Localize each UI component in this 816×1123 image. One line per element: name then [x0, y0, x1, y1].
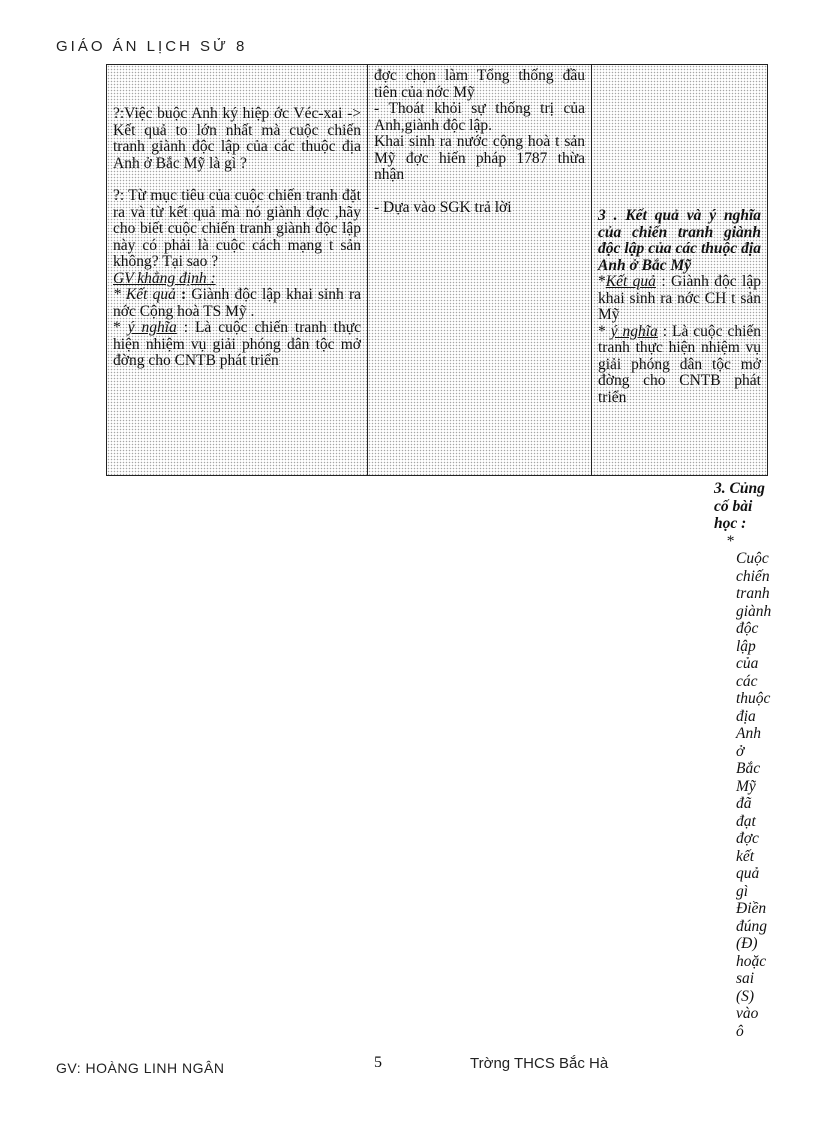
- content-meaning-bullet: *: [598, 322, 611, 340]
- answer-line-2: - Thoát khỏi sự thống trị của Anh,giành độc lập.: [374, 100, 585, 134]
- content-result: [598, 274, 761, 324]
- consolidation-bullet: *: [726, 532, 734, 550]
- student-activity-column: [368, 65, 592, 475]
- result-text: Giành độc lập khai sinh ra nớc Cộng hoà TS Mỹ .: [113, 286, 362, 320]
- content-result-label: Kết quả: [605, 273, 656, 290]
- meaning-paragraph: [113, 320, 361, 370]
- result-bullet: *: [113, 286, 126, 303]
- footer-teacher: GV: HOÀNG LINH NGÂN: [56, 1060, 225, 1076]
- meaning-bullet: *: [113, 319, 128, 336]
- meaning-text: : Là cuộc chiến tranh thực hiện nhiệm vụ giải phóng dân tộc mở đờng cho CNTB phát triển: [113, 319, 362, 369]
- result-label: Kết quả: [125, 286, 176, 303]
- content-column: [592, 65, 767, 475]
- gv-conclusion-text: GV khẳng định :: [113, 269, 216, 287]
- question-2: ?: Từ mục tiêu của cuộc chiến tranh đặt ra và từ kết quả mà nó giành đợc ,hãy cho biết cuộc chiến tranh giành độc lập này có phải là cuộc cách mạng t sản không? Tại sao ?: [113, 187, 361, 270]
- section-heading: 3 . Kết quả và ý nghĩa của chiến tranh giành độc lập của các thuộc địa Anh ở Bắc Mỹ: [598, 207, 761, 274]
- page-header-title: GIÁO ÁN LỊCH SỬ 8: [56, 38, 248, 54]
- gv-conclusion-label: [113, 271, 361, 288]
- answer-line-1: đợc chọn làm Tổng thống đầu tiên của nớc Mỹ: [374, 67, 585, 101]
- result-paragraph: [113, 287, 361, 320]
- consolidation-heading: 3. Củng cố bài học :: [714, 480, 765, 532]
- footer-page-number: 5: [374, 1054, 382, 1071]
- content-meaning: [598, 324, 761, 407]
- question-1: ?:Việc buộc Anh ký hiệp ớc Véc-xai -> Kết quả to lớn nhất mà cuộc chiến tranh giành độc lập của các thuộc địa Anh ở Bắc Mỹ là gì ?: [113, 105, 361, 172]
- consolidation-text: Cuộc chiến tranh giành độc lập của các thuộc địa Anh ở Bắc Mỹ đã đạt đợc kết quả gì Điền đúng (Đ) hoặc sai (S) vào ô: [736, 550, 772, 1040]
- result-colon: :: [175, 286, 192, 303]
- content-result-text: : Giành độc lập khai sinh ra nớc CH t sản Mỹ: [598, 273, 761, 323]
- content-result-bullet: *: [598, 273, 606, 290]
- teacher-activity-column: [107, 65, 368, 475]
- answer-line-3: Khai sinh ra nước cộng hoà t sản Mỹ đợc hiến pháp 1787 thừa nhận: [374, 133, 585, 183]
- footer-school: Trờng THCS Bắc Hà: [470, 1055, 609, 1072]
- meaning-label: ý nghĩa: [127, 319, 177, 336]
- lesson-table: [106, 64, 768, 476]
- consolidation-section: [714, 480, 772, 1040]
- answer-line-4: - Dựa vào SGK trả lời: [374, 198, 512, 216]
- content-meaning-label: ý nghĩa: [610, 322, 658, 340]
- content-meaning-text: : Là cuộc chiến tranh thực hiện nhiệm vụ giải phóng dân tộc mở đờng cho CNTB phát triển: [598, 322, 762, 406]
